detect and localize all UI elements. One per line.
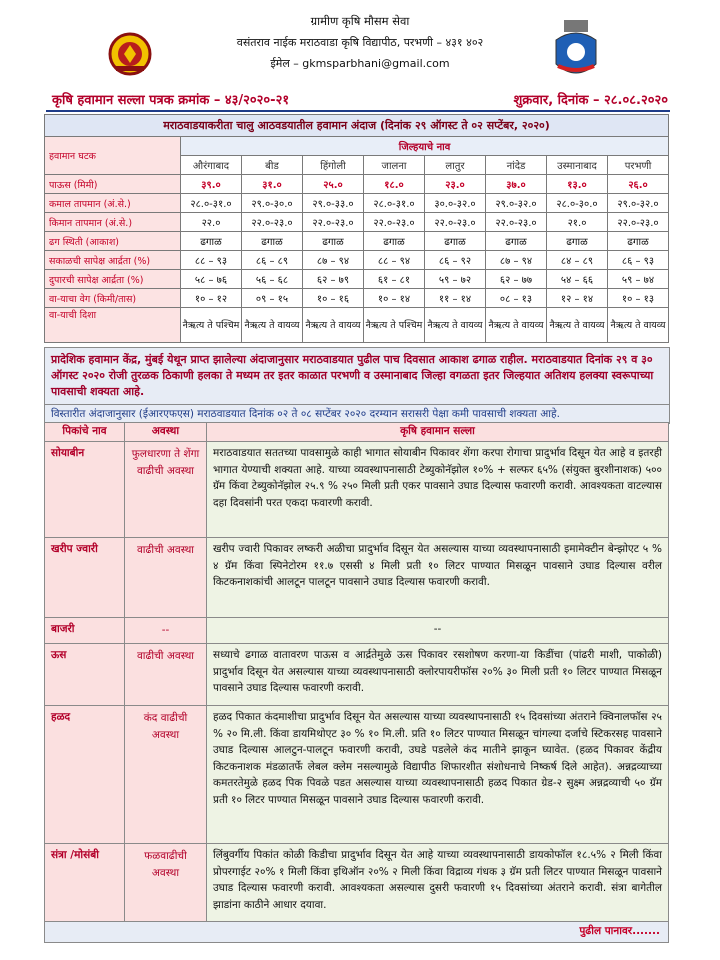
cell: १३.० [547,175,608,194]
wind-direction-row [45,308,669,343]
header-university-name: वसंतराव नाईक मराठवाडा कृषि विद्यापीठ, परभणी – ४३१ ४०२ [236,36,484,49]
col-header-stage: अवस्था [125,423,207,442]
crop-name: सोयाबीन [45,442,125,538]
header-service-name: ग्रामीण कृषि मौसम सेवा [310,14,410,28]
cell: १२ – १४ [547,289,608,308]
document-header [0,0,720,88]
crop-name: संत्रा /मोसंबी [45,844,125,922]
row-label: पाऊस (मिमी) [45,175,181,194]
wind-speed-row [45,289,669,308]
row-label: कमाल तापमान (अं.से.) [45,194,181,213]
col-header-advice: कृषि हवामान सल्ला [207,423,669,442]
cell: २५.० [303,175,364,194]
crop-stage: फुलधारणा ते शेंगा वाढीची अवस्था [125,442,207,538]
morning-humidity-row [45,251,669,270]
crop-stage: फळवाढीची अवस्था [125,844,207,922]
districts-header: जिल्हयाचे नाव [181,137,669,156]
cell: २२.०-२३.० [608,213,669,232]
next-page-note: पुढील पानावर....... [45,922,669,943]
extended-forecast-text: विस्तारीत अंदाजानुसार (ईआरएफएस) मराठवाडयात दिनांक ०२ ते ०८ सप्टेंबर २०२० दरम्यान सरासरी पेक्षा कमी पावसाची शक्यता आहे. [44,404,670,424]
cell: ८४ – ८९ [547,251,608,270]
cell: ढगाळ [547,232,608,251]
cell: २६.० [608,175,669,194]
advice-text: मराठवाडयात सततच्या पावसामुळे काही भागात सोयाबीन पिकावर शेंगा करपा रोगाचा प्रादुर्भाव दिसून येत आहे व इतरही भागात येण्याची शक्यता आहे. याच्या व्यवस्थापनासाठी टेब्युकोनॅझोल १०% + सल्फर ६५% (संयुक्त बुरशीनाशक) ५०० ग्रॅम किंवा टेब्युकोनॅझोल २५.९ % २५० मिली प्रती एकर पावसाने उघाड दिल्यास फवारणी करावी. आवश्यकता वाटल्यास दहा दिवसांनी परत एकदा फवारणी करावी. [207,442,669,538]
cell: २२.० [181,213,242,232]
district-name: उस्मानाबाद [547,156,608,175]
cell: २९.०-३२.० [486,194,547,213]
cell: ढगाळ [364,232,425,251]
cell: २८.०-३०.० [547,194,608,213]
cell: ०९ – १५ [242,289,303,308]
advisory-row-soybean [45,442,669,538]
cell: ५९ – ७२ [425,270,486,289]
crop-stage: -- [125,618,207,644]
cell: ८६ – ८९ [242,251,303,270]
cell: ५६ – ६८ [242,270,303,289]
university-seal-logo [108,32,152,76]
cell: १० – १३ [608,289,669,308]
cell: नैऋत्य ते वायव्य [547,308,608,343]
crop-stage: कंद वाढीची अवस्था [125,706,207,844]
cell: २८.०-३१.० [364,194,425,213]
row-label: दुपारची सापेक्ष आर्द्रता (%) [45,270,181,289]
row-label: किमान तापमान (अं.से.) [45,213,181,232]
cell: ६१ – ८१ [364,270,425,289]
cell: ३१.० [242,175,303,194]
cell: ३०.०-३२.० [425,194,486,213]
district-name: जालना [364,156,425,175]
cell: ८७ – ९४ [303,251,364,270]
cell: २२.०-२३.० [425,213,486,232]
row-label: वा-याचा वेग (किमी/तास) [45,289,181,308]
cell: ३९.० [181,175,242,194]
cell: ८६ – ९३ [608,251,669,270]
regional-forecast-text: प्रादेशिक हवामान केंद्र, मुंबई येथून प्राप्त झालेल्या अंदाजानुसार मराठवाडयात पुढील पाच दिवसात आकाश ढगाळ राहील. मराठवाडयात दिनांक २९ व ३० ऑगस्ट २०२० रोजी तुरळक ठिकाणी हलका ते मध्यम तर इतर काळात परभणी व उस्मानाबाद जिल्हा वगळता इतर जिल्हयात अतिशय हलक्या स्वरूपाच्या पावसाची शक्यता आहे. [44,347,670,405]
afternoon-humidity-row [45,270,669,289]
advice-text: लिंबुवर्गीय पिकांत कोळी किडीचा प्रादुर्भाव दिसून येत आहे याच्या व्यवस्थापनासाठी डायकोफॉल १८.५% २ मिली किंवा प्रोपरगाईट २०% १ मिली किंवा इथिऑन २०% २ मिली किंवा विद्राव्य गंधक ३ ग्रॅम प्रती लिटर पाण्यात मिसळून पावसाने उघाड दिल्यास फवारणी करावी. आवश्यकता असल्यास दुसरी फवारणी १५ दिवसांच्या अंतराने करावी. संत्रा बागेतील झाडांना काठीने आधार दयावा. [207,844,669,922]
row-label: सकाळची सापेक्ष आर्द्रता (%) [45,251,181,270]
cell: नैऋत्य ते पश्चिम [181,308,242,343]
crop-name: बाजरी [45,618,125,644]
cell: ५४ – ६६ [547,270,608,289]
cell: नैऋत्य ते पश्चिम [364,308,425,343]
cell: ८८ – ९४ [364,251,425,270]
district-name: परभणी [608,156,669,175]
advisory-row-sugarcane [45,644,669,706]
cell: नैऋत्य ते वायव्य [303,308,364,343]
header-email: ईमेल – gkmsparbhani@gmail.com [270,57,450,70]
min-temp-row [45,213,669,232]
district-name: लातुर [425,156,486,175]
parameter-header: हवामान घटक [45,137,181,175]
cell: नैऋत्य ते वायव्य [608,308,669,343]
cloud-row [45,232,669,251]
cell: ढगाळ [181,232,242,251]
cell: ढगाळ [425,232,486,251]
cell: २८.०-३१.० [181,194,242,213]
col-header-crop: पिकांचे नाव [45,423,125,442]
row-label: वा-याची दिशा [45,308,181,343]
crop-stage: वाढीची अवस्था [125,538,207,618]
cell: ६२ – ७७ [486,270,547,289]
cell: नैऋत्य ते वायव्य [486,308,547,343]
cell: २२.०-२३.० [242,213,303,232]
cell: २२.०-२३.० [303,213,364,232]
weather-forecast-table [44,114,669,343]
cell: ८७ – ९४ [486,251,547,270]
header-divider [46,110,670,112]
advice-text: हळद पिकात कंदमाशीचा प्रादुर्भाव दिसून येत असल्यास याच्या व्यवस्थापनासाठी १५ दिवसांच्या अंतराने क्विनालफॉस २५ % २० मि.ली. किंवा डायमिथोएट ३० % १० मि.ली. प्रति १० लिटर पाण्यात मिसळून चांगल्या दर्जाचे स्टिकरसह पावसाने उघाड दिल्यास आलटुन-पालटून फवारणी करावी, उघडे पडलेले कंद मातीने झाकून घ्यावेत. (हळद पिकावर केंद्रीय किटकनाशक मंडळातर्फे लेबल क्लेम नसल्यामुळे विद्यापीठ शिफारशीत संशोधनाचे निष्कर्ष दिले आहेत). अन्नद्रव्याच्या कमतरतेमुळे हळद पिक पिवळे पडत असल्यास याच्या व्यवस्थापनासाठी हळद पिकात ग्रेड-२ सुक्ष्म अन्नद्रव्याची ५० ग्रॅम प्रती १० लिटर पाण्यात मिसळून पावसाने उघाड दिल्यास फवारणी करावी. [207,706,669,844]
cell: १० – १४ [364,289,425,308]
cell: २२.०-२३.० [364,213,425,232]
cell: ढगाळ [608,232,669,251]
cell: २९.०-३३.० [303,194,364,213]
cell: १० – १२ [181,289,242,308]
crop-advisory-table [44,422,669,943]
district-name: बीड [242,156,303,175]
cell: ०८ – १३ [486,289,547,308]
cell: ११ – १४ [425,289,486,308]
cell: ५८ – ७६ [181,270,242,289]
crop-name: ऊस [45,644,125,706]
imd-emblem-logo [550,18,602,84]
cell: नैऋत्य ते वायव्य [425,308,486,343]
advice-text: खरीप ज्वारी पिकावर लष्करी अळीचा प्रादुर्भाव दिसून येत असल्यास याच्या व्यवस्थापनासाठी इमामेक्टीन बेन्झोएट ५ % ४ ग्रॅम किंवा स्पिनेटोरम ११.७ एससी ४ मिली प्रती १० लिटर पाण्यात मिसळून पावसाने उघाड दिल्यास वरील किटकनाशकांची आलटून पालटून पावसाने उघाड दिल्यास फवारणी करावी. [207,538,669,618]
crop-name: खरीप ज्वारी [45,538,125,618]
advisory-row-citrus [45,844,669,922]
cell: २९.०-३०.० [242,194,303,213]
cell: २२.०-२३.० [486,213,547,232]
cell: ढगाळ [242,232,303,251]
district-name: नांदेड [486,156,547,175]
district-name: औरंगाबाद [181,156,242,175]
cell: ढगाळ [486,232,547,251]
crop-name: हळद [45,706,125,844]
advisory-row-turmeric [45,706,669,844]
cell: १८.० [364,175,425,194]
max-temp-row [45,194,669,213]
advice-text: सध्याचे ढगाळ वातावरण पाऊस व आर्द्रतेमुळे ऊस पिकावर रसशोषण करणा-या किडींचा (पांढरी माशी, पाकोळी) प्रादुर्भाव दिसून येत असल्यास याच्या व्यवस्थापनासाठी क्लोरपायरीफॉस २०% ३० मिली प्रती १० लिटर पाण्यात मिसळून पावसाने उघाड दिल्यास फवारणी करावी. [207,644,669,706]
cell: २१.० [547,213,608,232]
district-name: हिंगोली [303,156,364,175]
cell: ८८ – ९३ [181,251,242,270]
cell: २३.० [425,175,486,194]
cell: २९.०-३२.० [608,194,669,213]
cell: ५९ – ७४ [608,270,669,289]
bulletin-date: शुक्रवार, दिनांक – २८.०८.२०२० [513,93,668,108]
cell: ८६ – ९२ [425,251,486,270]
cell: ६२ – ७९ [303,270,364,289]
crop-stage: वाढीची अवस्था [125,644,207,706]
row-label: ढग स्थिती (आकाश) [45,232,181,251]
advisory-row-bajra [45,618,669,644]
bulletin-number: कृषि हवामान सल्ला पत्रक क्रमांक – ४३/२०२०-२१ [52,93,290,108]
cell: ३७.० [486,175,547,194]
cell: नैऋत्य ते वायव्य [242,308,303,343]
cell: १० – १६ [303,289,364,308]
rainfall-row [45,175,669,194]
cell: ढगाळ [303,232,364,251]
advice-text: -- [207,618,669,644]
advisory-row-kharif-jowar [45,538,669,618]
weather-table-title: मराठवाडयाकरीता चालु आठवडयातील हवामान अंदाज (दिनांक २९ ऑगस्ट ते ०२ सप्टेंबर, २०२०) [45,115,669,137]
